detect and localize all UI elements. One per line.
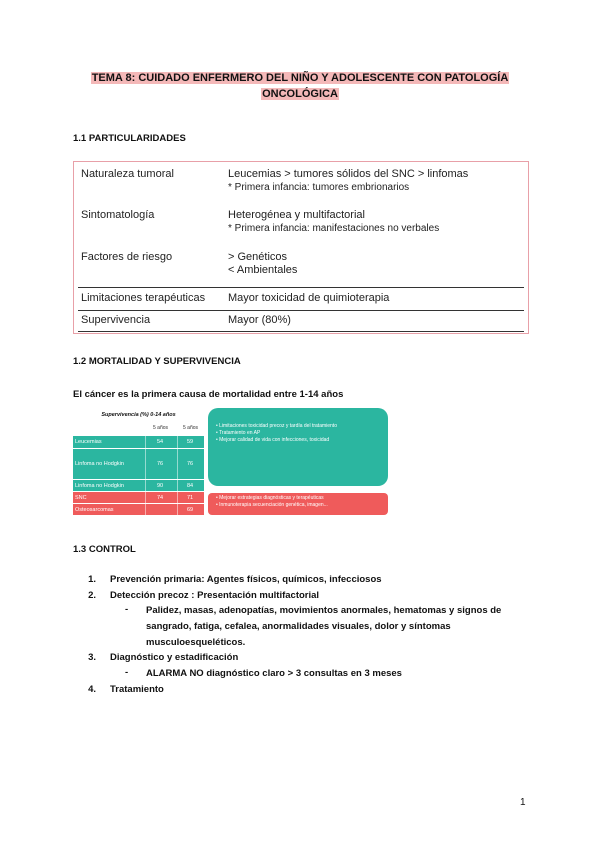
- sub-text: Palidez, masas, adenopatías, movimientos anormales, hematomas y signos de: [146, 605, 502, 616]
- row-value: 71: [187, 494, 194, 501]
- row-value: > Genéticos: [228, 251, 288, 263]
- row-key: Supervivencia: [81, 314, 151, 326]
- cell-divider: [177, 449, 178, 479]
- section-heading-mortalidad: 1.2 MORTALIDAD Y SUPERVIVENCIA: [73, 356, 241, 367]
- bullet-item: • Limitaciones toxicidad precoz y tardía del tratamiento: [216, 423, 380, 430]
- list-number: 3.: [88, 652, 96, 663]
- survival-table: [73, 410, 204, 515]
- row-value: 84: [187, 482, 194, 489]
- row-value: 59: [187, 439, 194, 445]
- cell-divider: [145, 449, 146, 479]
- cell-divider: [177, 492, 178, 503]
- list-text: Tratamiento: [110, 684, 164, 695]
- sub-text: musculoesqueléticos.: [146, 637, 246, 648]
- title-line-2: ONCOLÓGICA: [262, 88, 338, 100]
- sub-list-item: ALARMA NO diagnóstico claro > 3 consultas en 3 meses: [146, 668, 402, 679]
- row-key: Naturaleza tumoral: [81, 168, 174, 180]
- row-label: Osteosarcomas: [75, 506, 114, 513]
- section-heading-control: 1.3 CONTROL: [73, 544, 136, 555]
- col-header: 5 años: [153, 425, 169, 431]
- cell-divider: [177, 504, 178, 515]
- row-value: 54: [157, 439, 164, 445]
- cell-divider: [145, 436, 146, 448]
- table-divider: [78, 287, 524, 288]
- list-number: 1.: [88, 574, 96, 585]
- row-value: Leucemias > tumores sólidos del SNC > linfomas: [228, 168, 469, 180]
- bullet-item: • Inmunoterapia secuenciación genética, imagen...: [216, 502, 380, 509]
- bullet-item: • Mejorar estrategias diagnósticas y terapéuticas: [216, 495, 380, 502]
- cell-divider: [145, 480, 146, 491]
- cell-divider: [177, 436, 178, 448]
- title-line-1: TEMA 8: CUIDADO ENFERMERO DEL NIÑO Y ADOLESCENTE CON PATOLOGÍA: [91, 72, 509, 84]
- list-text: Diagnóstico y estadificación: [110, 652, 239, 663]
- table-divider: [78, 310, 524, 311]
- row-note: < Ambientales: [228, 264, 298, 276]
- row-value: 76: [157, 461, 164, 467]
- row-note: * Primera infancia: tumores embrionarios: [228, 182, 410, 193]
- survival-caption: Supervivencia (%) 0-14 años: [101, 412, 176, 418]
- row-key: Limitaciones terapéuticas: [81, 292, 206, 304]
- row-label: SNC: [75, 494, 87, 501]
- cell-divider: [177, 480, 178, 491]
- row-value: 90: [157, 482, 164, 489]
- table-row: [73, 449, 204, 479]
- row-note: * Primera infancia: manifestaciones no verbales: [228, 223, 440, 234]
- row-value: Mayor toxicidad de quimioterapia: [228, 292, 390, 304]
- survival-notes-bubble: [208, 408, 388, 486]
- table-row: [73, 480, 204, 491]
- row-value: 74: [157, 494, 164, 501]
- cell-divider: [145, 492, 146, 503]
- sub-bullet: -: [125, 604, 129, 615]
- list-number: 4.: [88, 684, 96, 695]
- row-label: Linfoma no Hodgkin: [75, 482, 124, 489]
- challenges-bubble: [208, 493, 388, 515]
- sub-list-item: [146, 603, 536, 651]
- section-heading-particularidades: 1.1 PARTICULARIDADES: [73, 133, 186, 144]
- bullet-item: • Tratamiento en AP: [216, 430, 380, 437]
- col-header: 5 años: [183, 425, 199, 431]
- row-label: Linfoma no Hodgkin: [75, 461, 124, 467]
- page-title: [60, 70, 540, 102]
- row-value: 76: [187, 461, 194, 467]
- table-row: [73, 436, 204, 448]
- list-text: Prevención primaria: Agentes físicos, químicos, infecciosos: [110, 574, 382, 585]
- particularidades-table: [73, 161, 529, 334]
- row-value: 69: [187, 506, 194, 513]
- row-key: Factores de riesgo: [81, 251, 173, 263]
- table-divider: [78, 331, 524, 332]
- table-row: [73, 504, 204, 515]
- list-text: Detección precoz : Presentación multifactorial: [110, 590, 320, 601]
- row-label: Leucemias: [75, 439, 102, 445]
- list-number: 2.: [88, 590, 96, 601]
- row-key: Sintomatología: [81, 209, 155, 221]
- sub-bullet: -: [125, 667, 129, 678]
- table-row: [73, 492, 204, 503]
- row-value: Mayor (80%): [228, 314, 291, 326]
- page-number: 1: [520, 797, 526, 808]
- mortality-paragraph: El cáncer es la primera causa de mortalidad entre 1-14 años: [73, 389, 344, 400]
- sub-text: sangrado, fatiga, cefalea, anormalidades visuales, dolor y síntomas: [146, 621, 451, 632]
- cell-divider: [145, 504, 146, 515]
- row-value: Heterogénea y multifactorial: [228, 209, 365, 221]
- bullet-item: • Mejorar calidad de vida con infecciones, toxicidad: [216, 437, 380, 444]
